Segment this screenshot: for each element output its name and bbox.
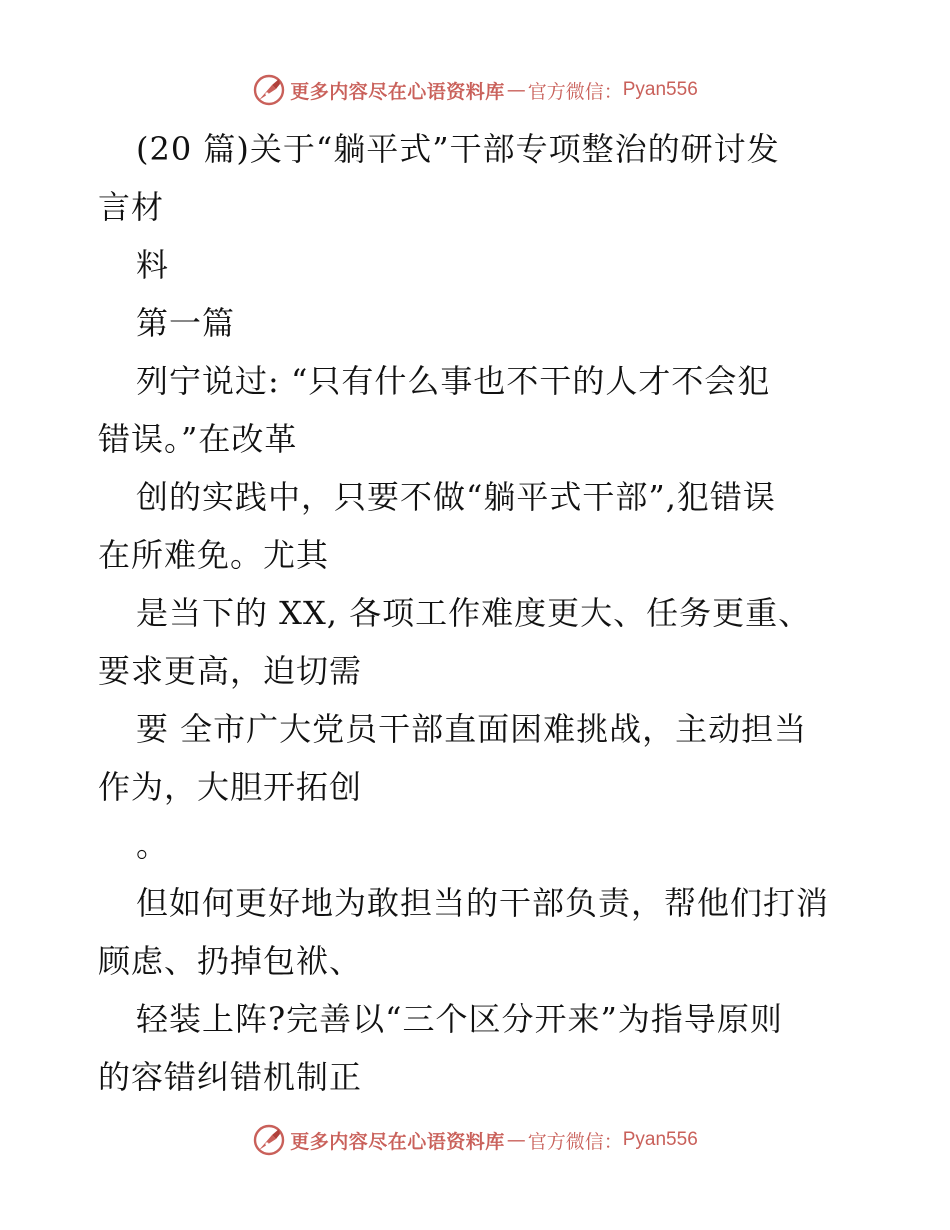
text-line: 创的实践中，只要不做“躺平式干部”,犯错误 [136, 478, 776, 516]
text-line: 但如何更好地为敢担当的干部负责，帮他们打消 [136, 884, 830, 922]
pen-nib-logo-icon [252, 1123, 286, 1157]
text-line: 错误。”在改革 [98, 420, 298, 458]
text-line: 顾虑、扔掉包袱、 [98, 942, 363, 980]
text-line: 列宁说过: “只有什么事也不干的人才不会犯 [136, 362, 771, 400]
text-line: 作为，大胆开拓创 [98, 768, 363, 806]
watermark-wechat-id: Pyan556 [622, 79, 698, 100]
watermark-wechat-id: Pyan556 [622, 1129, 698, 1150]
text-line: 是当下的 XX, 各项工作难度更大、任务更重、 [136, 594, 812, 632]
text-line: (20 篇)关于“躺平式”干部专项整治的研讨发 [136, 130, 780, 168]
text-line: 的容错纠错机制正 [98, 1058, 363, 1096]
text-line: 轻装上阵?完善以“三个区分开来”为指导原则 [136, 1000, 783, 1038]
pen-nib-logo-icon [252, 73, 286, 107]
text-line: 第一篇 [136, 304, 236, 342]
watermark-wechat-label: 官方微信： [527, 1130, 623, 1153]
text-line: 要求更高，迫切需 [98, 652, 363, 690]
header-watermark [0, 70, 950, 110]
watermark-brand-text: 更多内容尽在心语资料库 [290, 80, 505, 103]
text-line: 料 [136, 246, 170, 284]
footer-watermark [0, 1120, 950, 1160]
watermark-wechat-label: 官方微信： [527, 80, 623, 103]
text-line: 要 全市广大党员干部直面困难挑战，主动担当 [136, 710, 808, 748]
text-line: 。 [136, 826, 170, 864]
document-body [98, 120, 858, 1106]
text-line: 言材 [98, 188, 165, 226]
watermark-separator: — [506, 79, 526, 101]
watermark-brand-text: 更多内容尽在心语资料库 [290, 1130, 505, 1153]
watermark-separator: — [506, 1129, 526, 1151]
text-line: 在所难免。尤其 [98, 536, 330, 574]
